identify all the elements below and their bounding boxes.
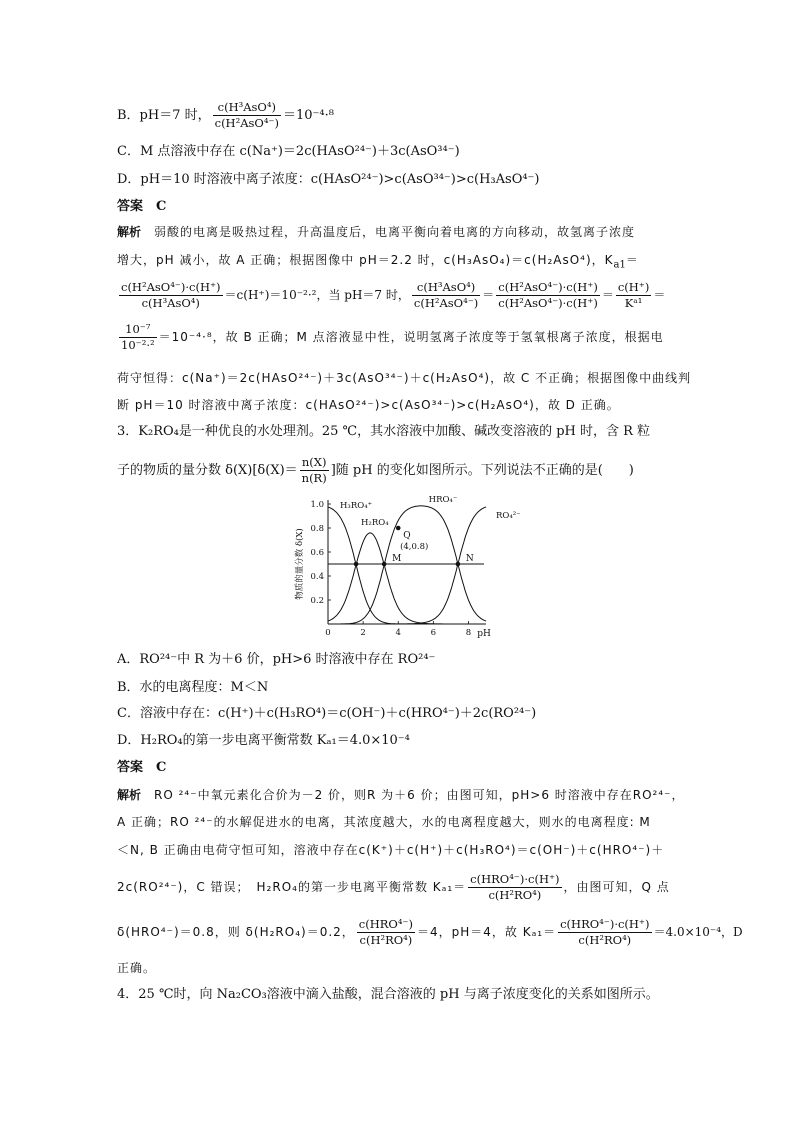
curve-ro4 [328,507,486,624]
equals-sign: ＝ [653,288,666,302]
question-3-line [117,455,634,486]
explanation-text: RO ²⁴⁻中氧元素化合价为－2 价，则R 为＋6 价；由图可知，pH>6 时溶液中存在RO²⁴⁻， [141,788,685,802]
point-q [396,526,401,531]
explanation-text: ，由图可知，Q 点 [563,880,670,894]
option-b-suffix: ＝10⁻⁴·⁸ [283,108,334,123]
explanation-text: ＜N, B 正确由电荷守恒可知，溶液中存在c(K⁺)＋c(H⁺)＋c(H₃RO⁴)＝c(OH⁻)＋c(HRO⁴⁻)＋ [117,843,665,857]
explanation-text: ＝4.0×10⁻⁴，D [653,925,743,939]
explanation-text: 正确。 [117,961,157,975]
answer-label: 答案 C [117,199,167,214]
point-n [456,562,461,567]
fraction [300,455,329,486]
option-b: B．水的电离程度：M＜N [117,680,269,695]
option-d: D．pH＝10 时溶液中离子浓度：c(HAsO²⁴⁻)>c(AsO³⁴⁻)>c(H₃AsO⁴⁻) [117,172,540,187]
explanation-text: 断 pH＝10 时溶液中离子浓度：c(HAsO²⁴⁻)>c(AsO³⁴⁻)>c(H₂AsO⁴)，故 D 正确。 [117,398,620,412]
fraction [412,280,480,311]
option-c: C．溶液中存在：c(H⁺)＋c(H₃RO⁴)＝c(OH⁻)＋c(HRO⁴⁻)＋2c(RO²⁴⁻) [117,706,537,721]
explanation-text: A 正确；RO ²⁴⁻的水解促进水的电离，其浓度越大，水的电离程度越大，则水的电离程度: M [117,815,651,829]
explanation-text: 增大，pH 减小，故 A 正确；根据图像中 pH＝2.2 时，c(H₃AsO₄)＝c(H₂AsO⁴)，K [117,253,614,267]
fraction-numerator: c(H³AsO⁴) [412,280,480,296]
question-3-line: 3．K₂RO₄是一种优良的水处理剂。25 ℃，其水溶液中加酸、碱改变溶液的 pH 时，含 R 粒 [117,424,651,439]
y-tick-label: 0.2 [310,596,324,606]
explanation-text: ＝ [625,253,638,267]
question-text: ]随 pH 的变化如图所示。下列说法不正确的是( ) [330,463,634,478]
point-annotation: (4,0.8) [400,542,429,552]
option-b-prefix: B．pH＝7 时， [117,108,211,123]
fraction-denominator: c(H³AsO⁴) [141,296,200,310]
point-label: M [392,554,402,564]
explanation-line [117,785,685,805]
subscript: a1 [613,259,626,271]
option-d: D．H₂RO₄的第一步电离平衡常数 Kₐ₁＝4.0×10⁻⁴ [117,733,410,748]
explanation-text: ＝4，pH＝4，故 Kₐ₁＝ [417,925,557,939]
explanation-text: ＝c(H⁺)＝10⁻²·²，当 pH＝7 时， [224,288,410,302]
explanation-text: δ(HRO⁴⁻)＝0.8，则 δ(H₂RO₄)＝0.2， [117,925,355,939]
explanation-text: 弱酸的电离是吸热过程，升高温度后，电离平衡向着电离的方向移动，故氢离子浓度 [141,225,636,239]
question-text: 子的物质的量分数 δ(X)[δ(X)＝ [117,463,298,478]
explanation-line [117,840,664,860]
option-b [117,100,334,131]
equals-sign: ＝ [601,288,614,302]
x-axis-label: pH [477,629,491,639]
explanation-text: 2c(RO²⁴⁻)，C 错误； H₂RO₄的第一步电离平衡常数 Kₐ₁＝ [117,880,467,894]
explanation-line [117,250,638,275]
fraction-numerator: 10⁻⁷ [119,322,157,338]
curve-hro4 [328,506,486,624]
explanation-line [117,368,691,388]
series-label: HRO₄⁻ [428,495,458,505]
explanation-formula-line [117,917,743,948]
fraction [616,280,652,311]
x-tick-label: 6 [430,628,437,638]
point-label: Q [403,531,411,541]
y-tick-label: 0.6 [310,548,324,558]
fraction [468,872,561,903]
fraction-denominator: Kᵃ¹ [624,296,643,310]
fraction-denominator: c(H²AsO⁴⁻)·c(H⁺) [498,296,598,310]
fraction-numerator: c(HRO⁴⁻)·c(H⁺) [470,872,560,886]
question-4: 4．25 ℃时，向 Na₂CO₃溶液中滴入盐酸，混合溶液的 pH 与离子浓度变化的关系如图所示。 [117,987,659,1002]
series-label: H₂RO₄ [361,518,389,528]
fraction-denominator: 10⁻²·² [121,338,155,352]
explanation-formula-line [117,280,665,311]
option-c: C．M 点溶液中存在 c(Na⁺)＝2c(HAsO²⁴⁻)＋3c(AsO³⁴⁻) [117,144,460,159]
fraction-numerator: c(HRO⁴⁻) [358,917,413,931]
distribution-chart [288,490,521,642]
explanation-formula-line [117,322,664,353]
y-tick-label: 0.8 [310,524,324,534]
curve-h3ro4 [328,507,486,624]
y-tick-label: 1.0 [310,500,324,510]
explanation-formula-line [117,872,670,903]
point-label: N [465,554,474,564]
fraction-denominator: c(H²AsO⁴⁻) [413,296,479,310]
series-label: RO₄²⁻ [496,511,521,521]
x-tick-label: 2 [360,628,366,638]
fraction-denominator: c(H²RO⁴) [578,933,632,947]
option-a: A．RO²⁴⁻中 R 为＋6 价，pH>6 时溶液中存在 RO²⁴⁻ [117,652,436,667]
explanation-line [117,958,156,978]
point-dot [354,562,359,567]
fraction-numerator: c(H²AsO⁴⁻)·c(H⁺) [121,280,221,294]
x-tick-label: 0 [325,628,331,638]
fraction [496,280,600,311]
explanation-text: ＝10⁻⁴·⁸，故 B 正确；M 点溶液显中性，说明氢离子浓度等于氢氧根离子浓度，根据电 [158,330,664,344]
fraction [558,917,651,948]
x-tick-label: 4 [395,628,401,638]
fraction [119,322,157,353]
answer-label: 答案 C [117,760,167,775]
series-label: H₃RO₄⁺ [340,501,373,511]
y-tick-label: 0.4 [310,572,324,582]
fraction-numerator: c(H⁺) [617,280,650,294]
fraction [119,280,223,311]
fraction-numerator: c(HRO⁴⁻)·c(H⁺) [560,917,650,931]
y-axis-label: 物质的量分数 δ(X) [295,528,305,600]
fraction-numerator: c(H²AsO⁴⁻)·c(H⁺) [498,280,598,294]
x-tick-label: 8 [465,628,472,638]
equals-sign: ＝ [482,288,495,302]
explanation-line [117,395,620,415]
fraction-denominator: c(H²RO⁴) [359,933,413,947]
fraction-numerator: c(H³AsO⁴) [213,100,281,116]
explanation-label: 解析 [117,225,142,239]
fraction [357,917,415,948]
explanation-text: 荷守恒得：c(Na⁺)＝2c(HAsO²⁴⁻)＋3c(AsO³⁴⁻)＋c(H₂AsO⁴)，故 C 不正确；根据图像中曲线判 [117,371,692,385]
fraction-denominator: c(H²RO⁴) [488,888,542,902]
explanation-line [117,222,635,242]
point-m [382,562,387,567]
fraction-denominator: c(H²AsO⁴⁻) [214,116,279,130]
option-b-fraction [213,100,281,131]
fraction-numerator: n(X) [300,455,329,471]
explanation-label: 解析 [117,788,142,802]
fraction-denominator: n(R) [301,471,327,485]
explanation-line [117,812,651,832]
